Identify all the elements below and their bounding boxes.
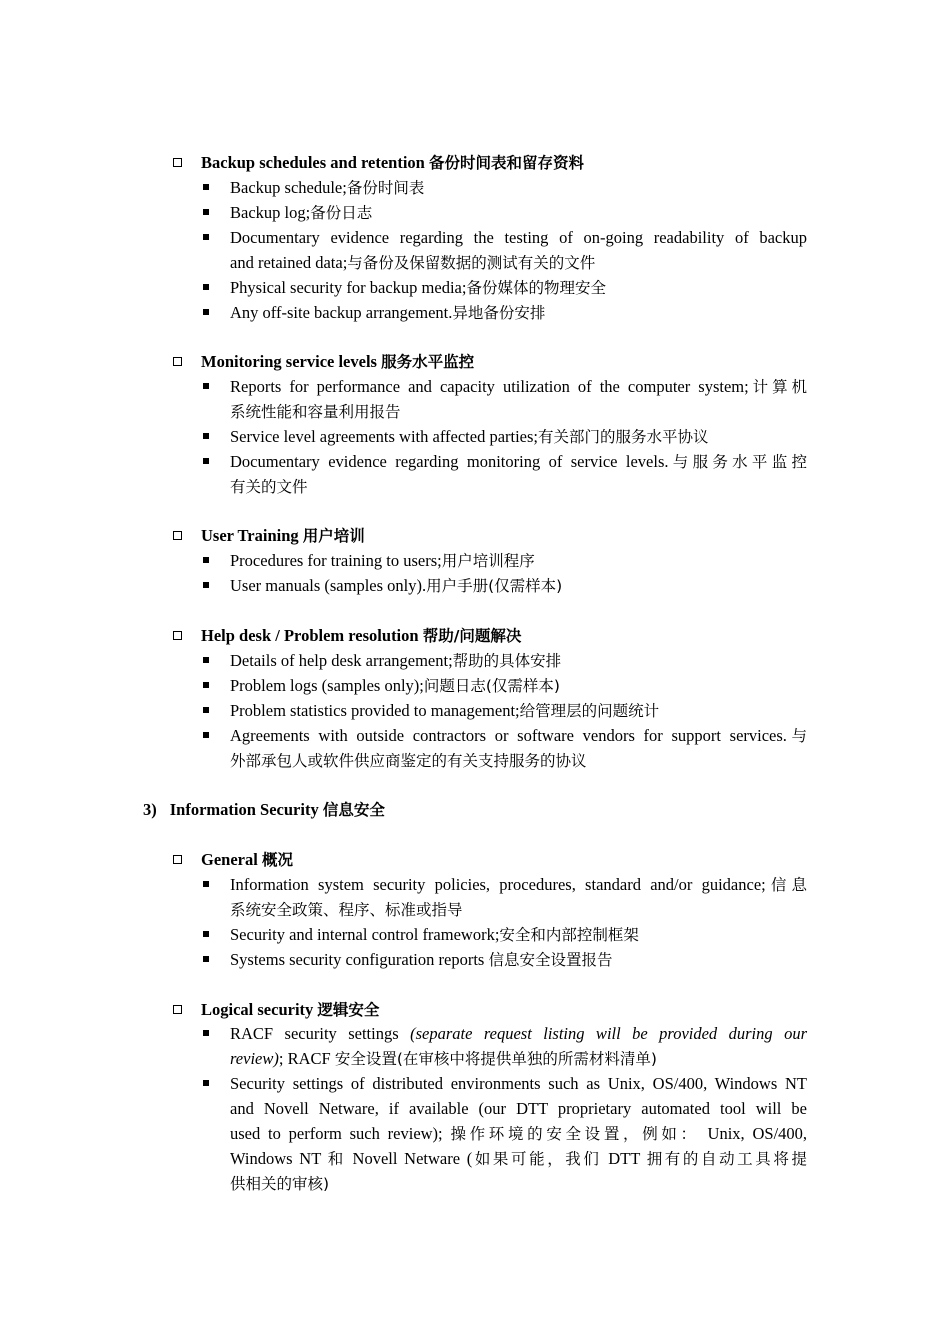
square-bullet-icon: [203, 707, 209, 713]
list-item-continuation: 供相关的审核): [230, 1175, 330, 1193]
square-bullet-icon: [203, 1030, 209, 1036]
square-bullet-icon: [203, 557, 209, 563]
list-item: Security and internal control framework;安全和内部控制框架: [230, 925, 639, 944]
square-bullet-icon: [203, 234, 209, 240]
square-bullet-icon: [203, 184, 209, 190]
list-item: Agreements with outside contractors or software vendors for support services.与: [230, 726, 807, 745]
list-item: Physical security for backup media;备份媒体的物理安全: [230, 278, 606, 297]
square-bullet-icon: [203, 682, 209, 688]
square-bullet-icon: [203, 433, 209, 439]
list-item: Reports for performance and capacity utilization of the computer system;计算机: [230, 377, 807, 396]
chapter-heading: 3) Information Security 信息安全: [143, 800, 385, 819]
section-heading: User Training 用户培训: [201, 526, 365, 545]
list-item: Documentary evidence regarding the testing of on-going readability of backup: [230, 228, 807, 247]
section-heading: Backup schedules and retention 备份时间表和留存资料: [201, 153, 585, 172]
checkbox-bullet-icon: [173, 855, 182, 864]
list-item: Security settings of distributed environments such as Unix, OS/400, Windows NT: [230, 1074, 807, 1093]
section-heading: Help desk / Problem resolution 帮助/问题解决: [201, 626, 522, 645]
list-item-continuation: and Novell Netware, if available (our DTT proprietary automated tool will be: [230, 1099, 807, 1118]
list-item-continuation: Windows NT 和 Novell Netware (如果可能，我们 DTT 拥有的自动工具将提: [230, 1149, 807, 1168]
list-item-continuation: used to perform such review); 操作环境的安全设置，例如： Unix, OS/400,: [230, 1124, 808, 1143]
list-item: Documentary evidence regarding monitoring of service levels.与服务水平监控: [230, 452, 807, 471]
list-item-continuation: 外部承包人或软件供应商鉴定的有关支持服务的协议: [230, 752, 587, 770]
square-bullet-icon: [203, 657, 209, 663]
list-item: Problem logs (samples only);问题日志(仅需样本): [230, 676, 560, 695]
list-item: Systems security configuration reports 信息安全设置报告: [230, 950, 613, 969]
checkbox-bullet-icon: [173, 158, 182, 167]
square-bullet-icon: [203, 956, 209, 962]
list-item-continuation: 系统安全政策、程序、标准或指导: [230, 901, 463, 919]
checkbox-bullet-icon: [173, 531, 182, 540]
checkbox-bullet-icon: [173, 631, 182, 640]
square-bullet-icon: [203, 582, 209, 588]
list-item: RACF security settings (separate request listing will be provided during our: [230, 1024, 807, 1043]
list-item: Backup log;备份日志: [230, 203, 373, 222]
square-bullet-icon: [203, 383, 209, 389]
checkbox-bullet-icon: [173, 357, 182, 366]
section-heading: General 概况: [201, 850, 293, 869]
square-bullet-icon: [203, 209, 209, 215]
list-item: Details of help desk arrangement;帮助的具体安排: [230, 651, 562, 670]
checkbox-bullet-icon: [173, 1005, 182, 1014]
square-bullet-icon: [203, 309, 209, 315]
list-item: Backup schedule;备份时间表: [230, 178, 425, 197]
list-item-continuation: 有关的文件: [230, 478, 308, 496]
list-item-continuation: and retained data;与备份及保留数据的测试有关的文件: [230, 253, 596, 272]
list-item: User manuals (samples only).用户手册(仅需样本): [230, 576, 563, 595]
square-bullet-icon: [203, 881, 209, 887]
square-bullet-icon: [203, 458, 209, 464]
list-item: Procedures for training to users;用户培训程序: [230, 551, 535, 570]
square-bullet-icon: [203, 1080, 209, 1086]
square-bullet-icon: [203, 284, 209, 290]
list-item-continuation: review); RACF 安全设置(在审核中将提供单独的所需材料清单): [230, 1049, 657, 1068]
square-bullet-icon: [203, 732, 209, 738]
list-item: Problem statistics provided to management;给管理层的问题统计: [230, 701, 660, 720]
list-item: Information system security policies, procedures, standard and/or guidance;信息: [230, 875, 807, 894]
list-item-continuation: 系统性能和容量利用报告: [230, 403, 401, 421]
list-item: Any off-site backup arrangement.异地备份安排: [230, 303, 546, 322]
section-heading: Logical security 逻辑安全: [201, 1000, 380, 1019]
square-bullet-icon: [203, 931, 209, 937]
list-item: Service level agreements with affected parties;有关部门的服务水平协议: [230, 427, 709, 446]
section-heading: Monitoring service levels 服务水平监控: [201, 352, 475, 371]
